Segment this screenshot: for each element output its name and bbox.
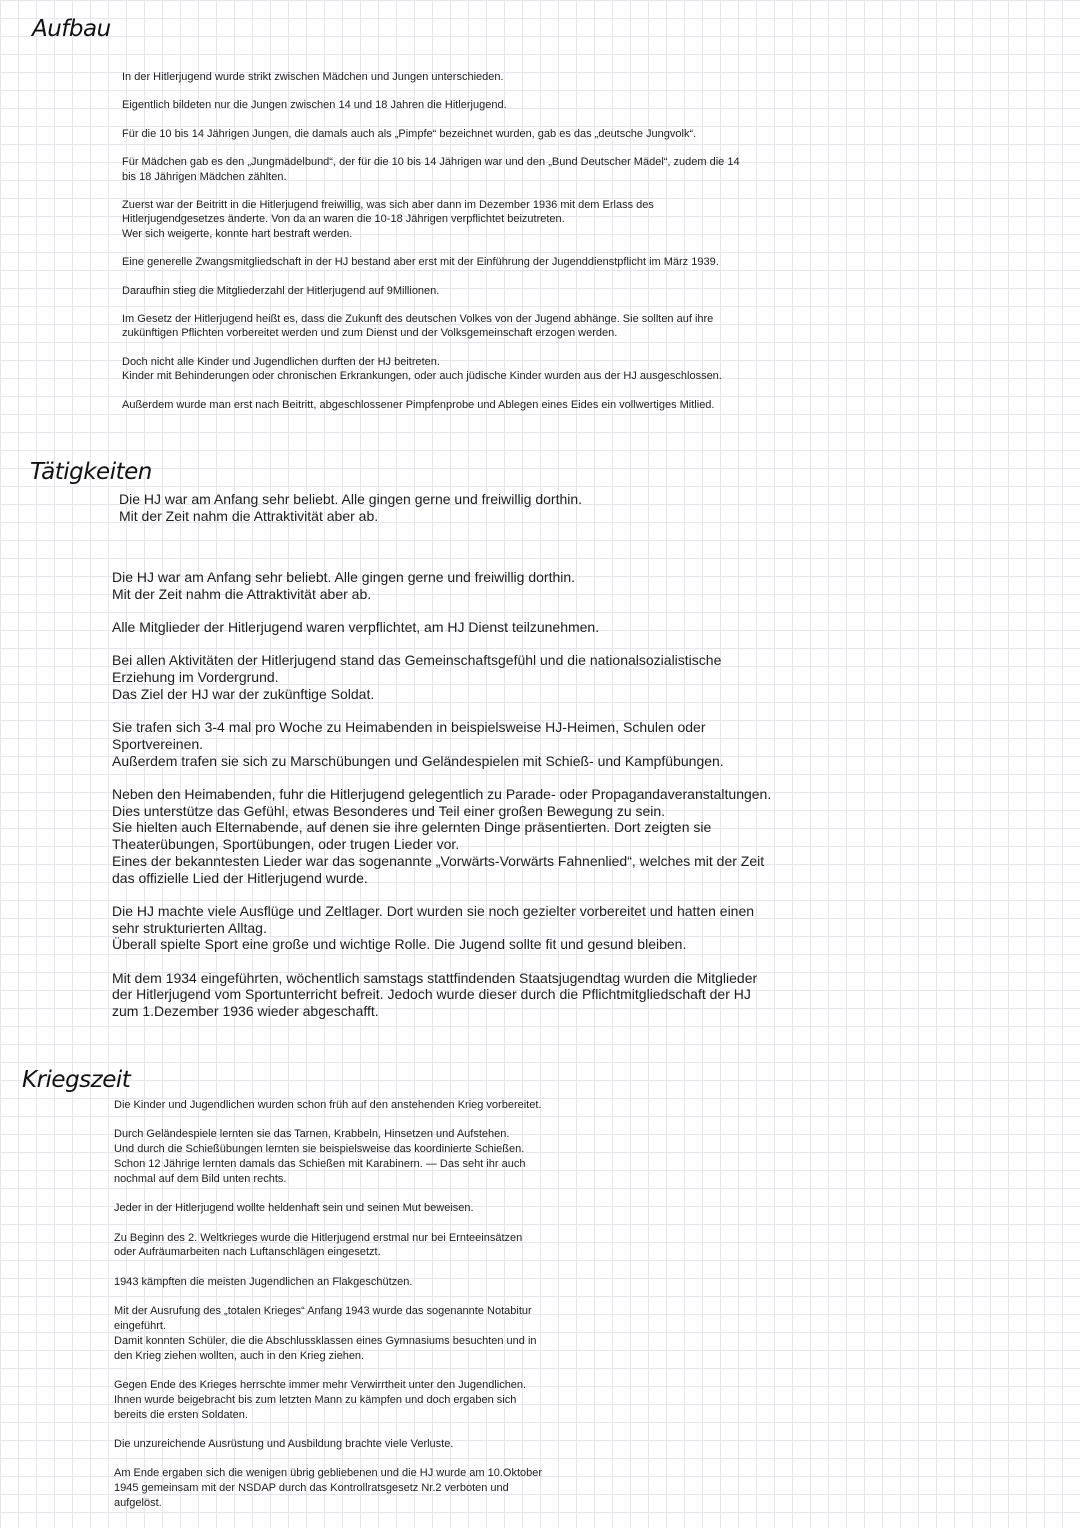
paragraph: Daraufhin stieg die Mitgliederzahl der Hitlerjugend auf 9Millionen. bbox=[122, 284, 440, 297]
paragraph: Eine generelle Zwangsmitgliedschaft in der HJ bestand aber erst mit der Einführung der Jugenddienstpflicht im März 1939. bbox=[122, 256, 719, 269]
paragraph: Neben den Heimabenden, fuhr die Hitlerjugend gelegentlich zu Parade- oder Propagandaveranstaltungen. Dies unterstütze das Gefühl, etwas Besonderes und Teil einer großen Bewegung zu sein. Sie hielten auch Elternabende, auf denen sie ihre gelernten Dinge präsentierten. Dort zeigten sie Theaterübungen, Sportübungen, oder trugen Lieder vor. Eines der bekanntesten Lieder war das sogenannte „Vorwärts-Vorwärts Fahnenlied“, welches mit der Zeit das offizielle Lied der Hitlerjugend wurde. bbox=[112, 786, 772, 886]
paragraph: Außerdem wurde man erst nach Beitritt, abgeschlossener Pimpfenprobe und Ablegen eines Eides ein vollwertiges Mitlied. bbox=[122, 398, 715, 411]
paragraph: Bei allen Aktivitäten der Hitlerjugend stand das Gemeinschaftsgefühl und die nationalsozialistische Erziehung im Vordergrund. Das Ziel der HJ war der zukünftige Soldat. bbox=[112, 652, 722, 702]
taetigkeiten-intro-block bbox=[119, 491, 759, 525]
section-heading-taetigkeiten: Tätigkeiten bbox=[30, 459, 152, 485]
paragraph: Alle Mitglieder der Hitlerjugend waren verpflichtet, am HJ Dienst teilzunehmen. bbox=[112, 619, 600, 636]
section-heading-kriegszeit: Kriegszeit bbox=[22, 1067, 131, 1093]
paragraph: Zu Beginn des 2. Weltkrieges wurde die Hitlerjugend erstmal nur bei Ernteeinsätzen oder Aufräumarbeiten nach Luftanschlägen eingesetzt. bbox=[114, 1231, 523, 1259]
kriegszeit-text-block bbox=[114, 1098, 614, 1525]
paragraph: Jeder in der Hitlerjugend wollte heldenhaft sein und seinen Mut beweisen. bbox=[114, 1202, 474, 1215]
paragraph: Eigentlich bildeten nur die Jungen zwischen 14 und 18 Jahren die Hitlerjugend. bbox=[122, 99, 507, 112]
paragraph: Für Mädchen gab es den „Jungmädelbund“, der für die 10 bis 14 Jährigen war und den „Bund Deutscher Mädel“, zudem die 14 bis 18 Jährigen Mädchen zählten. bbox=[122, 156, 740, 183]
paragraph: Die HJ machte viele Ausflüge und Zeltlager. Dort wurden sie noch gezielter vorbereitet und hatten einen sehr strukturierten Alltag. Überall spielte Sport eine große und wichtige Rolle. Die Jugend sollte fit und gesund bleiben. bbox=[112, 902, 755, 953]
paragraph: In der Hitlerjugend wurde strikt zwischen Mädchen und Jungen unterschieden. bbox=[122, 71, 504, 83]
paragraph: Gegen Ende des Krieges herrschte immer mehr Verwirrtheit unter den Jugendlichen. Ihnen wurde beigebracht bis zum letzten Mann zu kämpfen und doch ergaben sich bereits die ersten Soldaten. bbox=[114, 1378, 527, 1421]
paragraph: Im Gesetz der Hitlerjugend heißt es, dass die Zukunft des deutschen Volkes von der Jugend abhänge. Sie sollten auf ihre zukünftigen Pflichten vorbereitet werden und zum Dienst und der Volksgemeinschaft erzogen werden. bbox=[122, 313, 714, 340]
paragraph: Die HJ war am Anfang sehr beliebt. Alle gingen gerne und freiwillig dorthin. Mit der Zeit nahm die Attraktivität aber ab. bbox=[112, 569, 576, 602]
aufbau-text-block bbox=[122, 70, 822, 426]
paragraph: Die unzureichende Ausrüstung und Ausbildung brachte viele Verluste. bbox=[114, 1437, 454, 1450]
paragraph: Mit der Ausrufung des „totalen Krieges“ Anfang 1943 wurde das sogenannte Notabitur eingeführt. Damit konnten Schüler, die die Abschlussklassen eines Gymnasiums besuchten und in den Krieg ziehen wollten, auch in den Krieg ziehen. bbox=[114, 1305, 537, 1362]
section-heading-aufbau: Aufbau bbox=[32, 16, 111, 42]
paragraph: Die Kinder und Jugendlichen wurden schon früh auf den anstehenden Krieg vorbereitet. bbox=[114, 1099, 542, 1111]
paragraph: 1943 kämpften die meisten Jugendlichen an Flakgeschützen. bbox=[114, 1275, 413, 1288]
taetigkeiten-text-block bbox=[112, 569, 802, 1037]
paragraph: Mit dem 1934 eingeführten, wöchentlich samstags stattfindenden Staatsjugendtag wurden die Mitglieder der Hitlerjugend vom Sportunterricht befreit. Jedoch wurde dieser durch die Pflichtmitgliedschaft der HJ zum 1.Dezember 1936 wieder abgeschafft. bbox=[112, 969, 758, 1020]
paragraph: Doch nicht alle Kinder und Jugendlichen durften der HJ beitreten. Kinder mit Behinderungen oder chronischen Erkrankungen, oder auch jüdische Kinder wurden aus der HJ ausgeschlossen. bbox=[122, 355, 722, 383]
paragraph: Zuerst war der Beitritt in die Hitlerjugend freiwillig, was sich aber dann im Dezember 1936 mit dem Erlass des Hitlerjugendgesetzes änderte. Von da an waren die 10-18 Jährigen verpflichtet beizutreten. Wer sich weigerte, konnte hart bestraft werden. bbox=[122, 199, 654, 240]
paragraph: Durch Geländespiele lernten sie das Tarnen, Krabbeln, Hinsetzen und Aufstehen. Und durch die Schießübungen lernten sie beispielsweise das koordinierte Schießen. Schon 12 Jährige lernten damals das Schießen mit Karabinern. — Das seht ihr auch nochmal auf dem Bild unten rechts. bbox=[114, 1128, 526, 1185]
paragraph: Für die 10 bis 14 Jährigen Jungen, die damals auch als „Pimpfe“ bezeichnet wurden, gab es das „deutsche Jungvolk“. bbox=[122, 127, 697, 140]
paragraph: Die HJ war am Anfang sehr beliebt. Alle gingen gerne und freiwillig dorthin. Mit der Zeit nahm die Attraktivität aber ab. bbox=[119, 491, 583, 524]
paragraph: Sie trafen sich 3-4 mal pro Woche zu Heimabenden in beispielsweise HJ-Heimen, Schulen oder Sportvereinen. Außerdem trafen sie sich zu Marschübungen und Geländespielen mit Schieß- und Kampfübungen. bbox=[112, 719, 724, 769]
paragraph: Am Ende ergaben sich die wenigen übrig gebliebenen und die HJ wurde am 10.Oktober 1945 gemeinsam mit der NSDAP durch das Kontrollratsgesetz Nr.2 verboten und aufgelöst. bbox=[114, 1467, 543, 1509]
